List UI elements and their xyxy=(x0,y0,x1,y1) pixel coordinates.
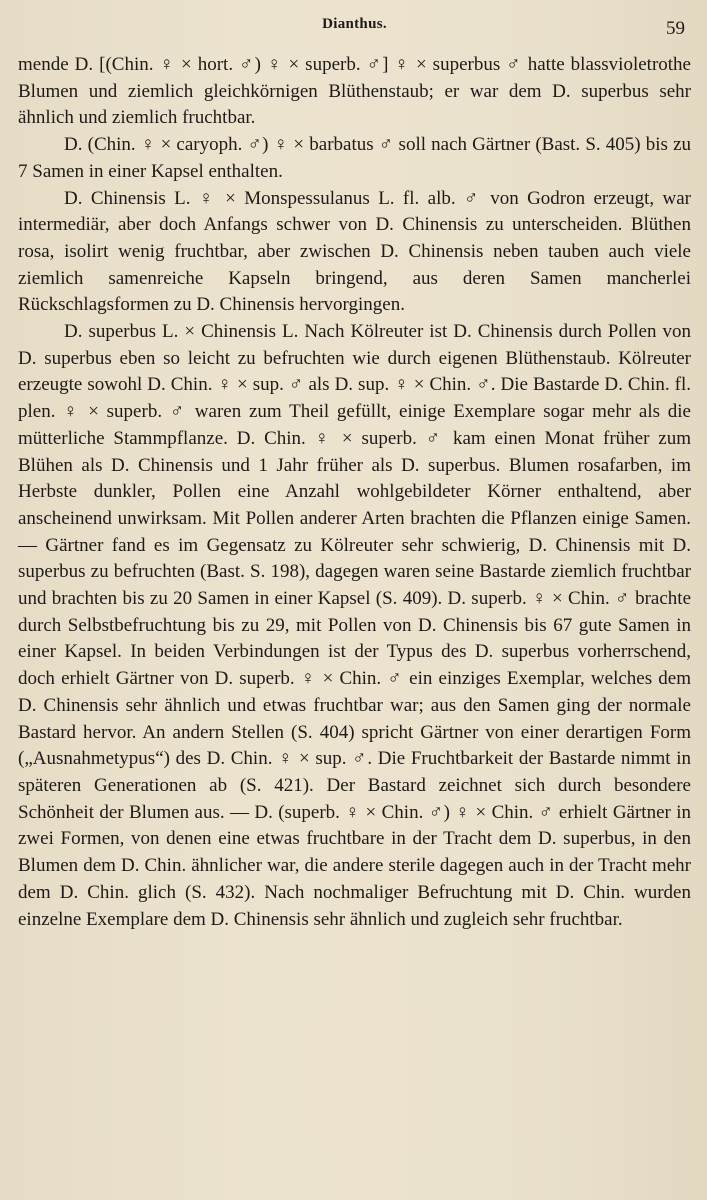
running-title: Dianthus. xyxy=(322,16,387,32)
paragraph: D. Chinensis L. ♀ × Monspessulanus L. fl. alb. ♂ von Godron erzeugt, war intermediär, aber doch Anfangs schwer von D. Chinensis zu unterscheiden. Blüthen rosa, isolirt wenig fruchtbar, aber zwischen D. Chinensis neben tauben auch viele ziemlich samenreiche Kapseln bringend, aus deren Samen mancherlei Rückschlagsformen zu D. Chinensis hervorgingen. xyxy=(18,187,691,316)
paragraph: D. (Chin. ♀ × caryoph. ♂) ♀ × barbatus ♂ soll nach Gärtner (Bast. S. 405) bis zu 7 Samen in einer Kapsel enthalten. xyxy=(18,134,691,182)
paragraph: mende D. [(Chin. ♀ × hort. ♂) ♀ × superb. ♂] ♀ × superbus ♂ hatte blassvioletrothe Blumen und ziemlich gleichkörnigen Blüthenstaub; er war dem D. superbus sehr ähnlich und ziemlich fruchtbar. xyxy=(18,54,691,129)
body-text xyxy=(18,52,691,933)
paragraph: D. superbus L. × Chinensis L. Nach Kölreuter ist D. Chinensis durch Pollen von D. superbus eben so leicht zu befruchten wie durch eigenen Blüthenstaub. Kölreuter erzeugte sowohl D. Chin. ♀ × sup. ♂ als D. sup. ♀ × Chin. ♂. Die Bastarde D. Chin. fl. plen. ♀ × superb. ♂ waren zum Theil gefüllt, einige Exemplare sogar mehr als die mütterliche Stammpflanze. D. Chin. ♀ × superb. ♂ kam einen Monat früher zum Blühen als D. Chinensis und 1 Jahr früher als D. superbus. Blumen rosafarben, im Herbste dunkler, Pollen eine Anzahl wohlgebildeter Körner enthaltend, aber anscheinend unwirksam. Mit Pollen anderer Arten brachten die Pflanzen einige Samen. — Gärtner fand es im Gegensatz zu Kölreuter sehr schwierig, D. Chinensis mit D. superbus zu befruchten (Bast. S. 198), dagegen waren seine Bastarde ziemlich fruchtbar und brachten bis zu 20 Samen in einer Kapsel (S. 409). D. superb. ♀ × Chin. ♂ brachte durch Selbstbefruchtung bis zu 29, mit Pollen von D. Chinensis bis 67 gute Samen in einer Kapsel. In beiden Verbindungen ist der Typus des D. superbus vorherrschend, doch erhielt Gärtner von D. superb. ♀ × Chin. ♂ ein einziges Exemplar, welches dem D. Chinensis sehr ähnlich und etwas fruchtbar war; aus den Samen ging der normale Bastard hervor. An andern Stellen (S. 404) spricht Gärtner von einer derartigen Form („Ausnahmetypus“) des D. Chin. ♀ × sup. ♂. Die Fruchtbarkeit der Bastarde nimmt in späteren Generationen ab (S. 421). Der Bastard zeichnet sich durch besondere Schönheit der Blumen aus. — D. (superb. ♀ × Chin. ♂) ♀ × Chin. ♂ erhielt Gärtner in zwei Formen, von denen eine etwas fruchtbare in der Tracht dem D. superbus, in den Blumen dem D. Chin. ähnlicher war, die andere sterile dagegen auch in der Tracht mehr dem D. Chin. glich (S. 432). Nach nochmaliger Befruchtung mit D. Chin. wurden einzelne Exemplare dem D. Chinensis sehr ähnlich und zugleich sehr fruchtbar. xyxy=(18,321,691,930)
page-header xyxy=(18,14,691,52)
page-number: 59 xyxy=(666,18,685,39)
